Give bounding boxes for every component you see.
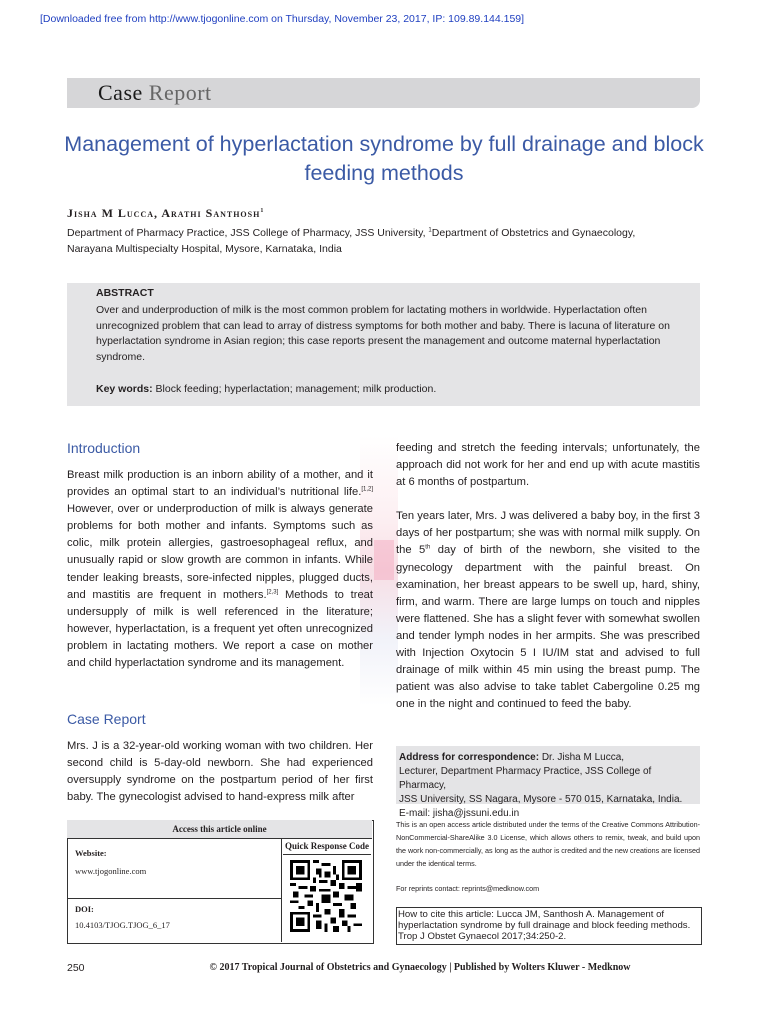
- page-number: 250: [67, 962, 85, 974]
- right-p2-b: day of birth of the newborn, she visited to the gynecology department with the painful breast. On examination, her breast appears to be swell up, hard, shiny, firm, and warm. There are large lumps on touch and nipples were flattened. She has a slight fever with somewhat swollen and tender lymph nodes in her armpits. She was prescribed with Injection Oxytocin 5 I IU/IM stat and advised to full drainage of milk within 45 min using the breast pump. The patient was also advise to take tablet Cabergoline 0.25 mg one in the night and continued to feed the baby.: [396, 544, 700, 711]
- right-column-text: [396, 440, 700, 713]
- author-superscript: 1: [260, 208, 265, 214]
- access-divider-vertical: [281, 838, 282, 942]
- affiliation-superscript: 1: [428, 227, 432, 234]
- intro-text-a: Breast milk production is an inborn ability of a mother, and it provides an optimal start to an individual’s nutritional life.: [67, 469, 373, 499]
- doi-label: DOI:: [75, 904, 94, 914]
- qr-code[interactable]: [290, 860, 362, 932]
- affiliation-3: Narayana Multispecialty Hospital, Mysore, Karnataka, India: [67, 243, 342, 255]
- section-label-report: Report: [148, 80, 212, 105]
- footer-text: © 2017 Tropical Journal of Obstetrics and Gynaecology | Published by Wolters Kluwer - Medknow: [209, 962, 631, 973]
- author-names: Jisha M Lucca, Arathi Santhosh: [67, 206, 261, 220]
- author-list: [67, 206, 264, 221]
- introduction-heading: Introduction: [67, 440, 141, 456]
- introduction-text: [67, 467, 373, 672]
- correspondence-line-2: Lecturer, Department Pharmacy Practice, JSS College of Pharmacy,: [399, 766, 652, 791]
- case-report-heading: Case Report: [67, 711, 146, 727]
- correspondence: [399, 751, 699, 821]
- website-label: Website:: [75, 848, 107, 858]
- keywords: [96, 383, 696, 395]
- right-paragraph-1: feeding and stretch the feeding intervals; unfortunately, the approach did not work for her and end up with acute mastitis at 6 months of postpartum.: [396, 442, 700, 489]
- citation-text: How to cite this article: Lucca JM, Santhosh A. Management of hyperlactation syndrome by full drainage and block feeding methods. Trop J Obstet Gynaecol 2017;34:250-2.: [398, 909, 691, 942]
- access-heading: Access this article online: [67, 820, 372, 839]
- case-report-paragraph: Mrs. J is a 32-year-old working woman with two children. Her second child is 5-day-old newborn. She had experienced oversupply syndrome on the postpartum period of her first baby. The gynecologist advised to hand-express milk after: [67, 740, 373, 804]
- right-p2-sup: th: [425, 544, 431, 551]
- affiliation-1: Department of Pharmacy Practice, JSS College of Pharmacy, JSS University,: [67, 227, 426, 239]
- doi-value[interactable]: 10.4103/TJOG.TJOG_6_17: [75, 920, 170, 930]
- article-title: Management of hyperlactation syndrome by full drainage and block feeding methods: [64, 132, 704, 185]
- correspondence-email[interactable]: E-mail: jisha@jssuni.edu.in: [399, 808, 520, 819]
- correspondence-name: Dr. Jisha M Lucca,: [539, 752, 625, 763]
- reprints-contact: For reprints contact: reprints@medknow.com: [396, 884, 540, 893]
- qr-label: Quick Response Code: [283, 838, 371, 855]
- access-divider-horizontal: [67, 898, 281, 899]
- intro-text-c: Methods to treat undersupply of milk is well referenced in the literature; however, hyperlactation, is a frequent yet often unrecognized problem in lactating mothers. We report a case on mother and child hyperlactation syndrome and its management.: [67, 588, 373, 670]
- abstract-heading: ABSTRACT: [96, 287, 154, 299]
- decorative-stripe-accent: [374, 540, 394, 580]
- correspondence-label: Address for correspondence:: [399, 752, 540, 763]
- intro-text-b: However, over or underproduction of milk is always generate problems for both mother and infants. Symptoms such as colic, milk protein allergies, gastroesophageal reflux, and unusually rapid or slow growth are common in infants. While tender leaking breasts, sore-infected nipples, plugged ducts, and mastitis are frequent in mothers.: [67, 503, 373, 601]
- intro-ref-2: [2,3]: [266, 588, 279, 595]
- abstract-text: Over and underproduction of milk is the most common problem for lactating mothers in worldwide. Hyperlactation often unrecognized problem that can lead to array of distress symptoms for both mother and baby. There is lacuna of literature on hyperlactation syndrome in Asian region; this case reports present the management and outcome maternal hyperlactation syndrome.: [96, 304, 670, 363]
- download-notice: [Downloaded free from http://www.tjogonline.com on Thursday, November 23, 2017, IP: 109.89.144.159]: [40, 13, 525, 25]
- section-label-case: Case: [98, 80, 143, 105]
- section-label: [98, 80, 212, 106]
- affiliation-2: Department of Obstetrics and Gynaecology,: [431, 227, 636, 239]
- right-p2-a: Ten years later, Mrs. J was delivered a baby boy, in the first 3 days of her postpartum; she was with normal milk supply. On the 5: [396, 510, 700, 557]
- affiliations: [67, 225, 707, 257]
- correspondence-line-3: JSS University, SS Nagara, Mysore - 570 015, Karnataka, India.: [399, 794, 683, 805]
- case-report-text: [67, 738, 373, 806]
- website-link[interactable]: www.tjogonline.com: [75, 866, 147, 876]
- keywords-label: Key words:: [96, 383, 153, 395]
- intro-ref-1: [1,2]: [361, 486, 373, 493]
- license-text: This is an open access article distributed under the terms of the Creative Commons Attribution-NonCommercial-ShareAlike 3.0 License, which allows others to remix, tweak, and build upon the work non-commercially, as long as the author is credited and the new creations are licensed under the identical terms.: [396, 820, 700, 868]
- keywords-text: Block feeding; hyperlactation; management; milk production.: [152, 383, 437, 395]
